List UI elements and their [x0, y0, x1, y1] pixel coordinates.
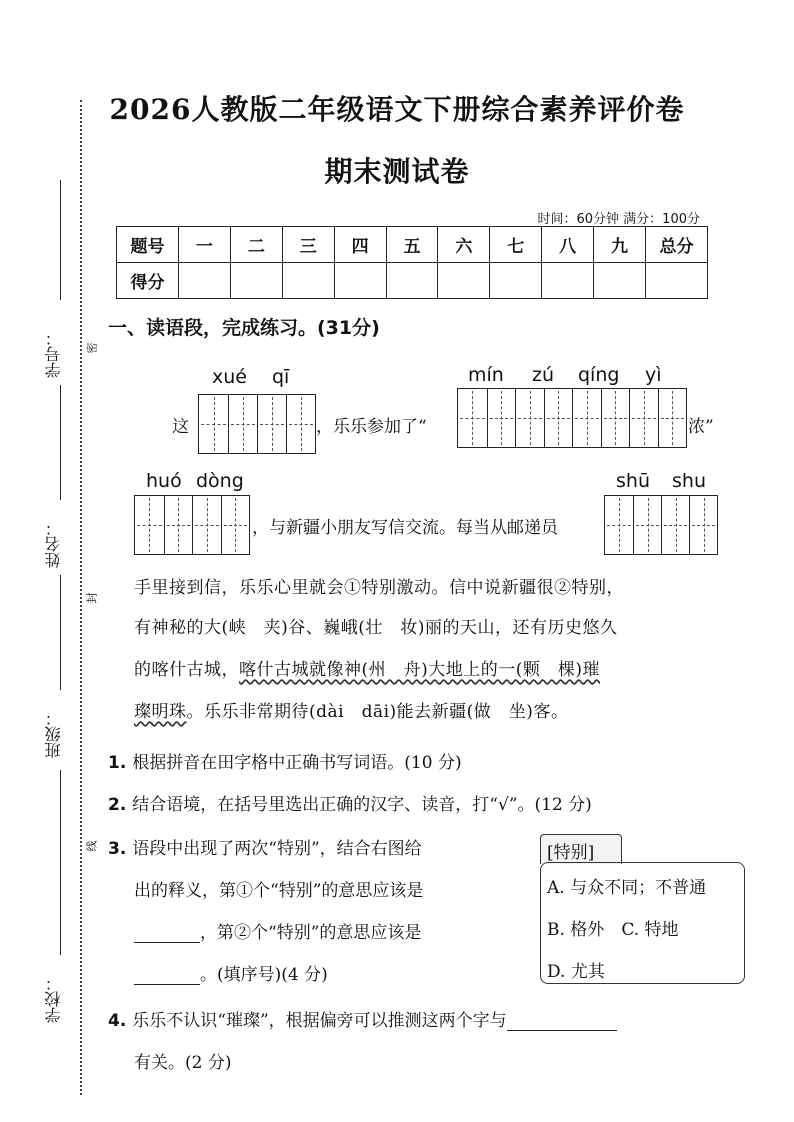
passage-line-4: [134, 697, 568, 722]
page-title: 2026人教版二年级语文下册综合素养评价卷: [109, 93, 685, 126]
score-table-score-row: [117, 263, 708, 299]
tianzige-shushu[interactable]: [604, 495, 718, 555]
answer-blank[interactable]: [134, 925, 200, 943]
question-text: 乐乐不认识“璀璨”，根据偏旁可以推测这两个字与: [132, 1011, 507, 1031]
score-cell[interactable]: [490, 263, 542, 299]
tianzige-cell[interactable]: [199, 395, 228, 453]
question-text: 结合语境，在括号里选出正确的汉字、读音，打“√”。(12 分): [132, 795, 592, 815]
score-cell[interactable]: [438, 263, 490, 299]
score-cell[interactable]: [542, 263, 594, 299]
passage-wavy-sentence: 喀什古城就像神(州 舟)大地上的一(颗 棵)璀: [239, 660, 601, 680]
header-cell: 九: [594, 227, 646, 263]
tianzige-cell[interactable]: [633, 496, 661, 554]
score-cell[interactable]: [594, 263, 646, 299]
pinyin-xue: xué: [212, 366, 247, 388]
id-number-label: 学号：: [44, 330, 63, 378]
answer-blank[interactable]: [507, 1013, 617, 1031]
seal-char-mi: 密: [85, 342, 99, 354]
tianzige-cell[interactable]: [544, 389, 573, 447]
text-xiexin: ，与新疆小朋友写信交流。每当从邮递员: [252, 518, 558, 538]
tianzige-cell[interactable]: [228, 395, 257, 453]
pinyin-qing: qíng: [578, 364, 620, 386]
header-cell: 五: [386, 227, 438, 263]
pinyin-shu2: shu: [672, 470, 706, 492]
question-text: 根据拼音在田字格中正确书写词语。(10 分): [132, 753, 462, 773]
passage-wavy-end: 璨明珠: [134, 702, 187, 722]
tianzige-cell[interactable]: [689, 496, 717, 554]
score-cell[interactable]: [179, 263, 231, 299]
question-3-line-4: [134, 960, 328, 985]
question-4: [108, 1006, 617, 1031]
score-table: [116, 226, 708, 299]
header-cell: 六: [438, 227, 490, 263]
pinyin-qi: qī: [272, 366, 290, 388]
answer-blank[interactable]: [134, 967, 200, 985]
definition-c: C. 特地: [621, 920, 679, 940]
score-table-header-row: [117, 227, 708, 263]
question-4-line-2: 有关。(2 分): [134, 1053, 232, 1073]
text-nong: 浓”: [688, 417, 714, 437]
score-cell[interactable]: [334, 263, 386, 299]
header-cell: 八: [542, 227, 594, 263]
id-number-line: [60, 180, 61, 300]
tianzige-cell[interactable]: [515, 389, 544, 447]
question-text: ，第②个“特别”的意思应该是: [200, 923, 422, 943]
question-1: [108, 748, 462, 773]
score-cell[interactable]: [282, 263, 334, 299]
tianzige-cell[interactable]: [605, 496, 633, 554]
pinyin-huo: huó: [146, 470, 182, 492]
passage-line-1: 手里接到信，乐乐心里就会①特别激动。信中说新疆很②特别，: [134, 578, 624, 598]
pinyin-dong: dòng: [196, 470, 244, 492]
score-cell[interactable]: [230, 263, 282, 299]
header-cell: 二: [230, 227, 282, 263]
question-number: 1.: [108, 753, 127, 773]
seal-char-feng: 封: [85, 592, 99, 604]
question-text: 语段中出现了两次“特别”，结合右图给: [132, 839, 422, 859]
tianzige-cell[interactable]: [257, 395, 286, 453]
seal-dotted-line: [80, 100, 82, 1095]
tianzige-cell[interactable]: [286, 395, 315, 453]
school-label: 学校：: [44, 975, 63, 1023]
definition-bc: [547, 909, 738, 951]
passage-line-3: [134, 655, 600, 680]
passage-line-4b: 。乐乐非常期待(dài dāi)能去新疆(做 坐)客。: [186, 702, 569, 722]
pinyin-min: mín: [468, 364, 504, 386]
name-line: [60, 385, 61, 500]
question-number: 2.: [108, 795, 127, 815]
question-number: 3.: [108, 839, 127, 859]
pinyin-zu: zú: [532, 364, 555, 386]
tianzige-cell[interactable]: [221, 496, 250, 554]
dictionary-label: [特别]: [540, 834, 622, 864]
tianzige-cell[interactable]: [458, 389, 487, 447]
time-score-info: 时间：60分钟 满分：100分: [537, 212, 700, 227]
header-cell: 四: [334, 227, 386, 263]
tianzige-cell[interactable]: [658, 389, 687, 447]
header-cell: 总分: [646, 227, 708, 263]
section-heading: 一、读语段，完成练习。(31分): [108, 317, 380, 339]
row-label: 得分: [117, 263, 179, 299]
score-cell[interactable]: [386, 263, 438, 299]
tianzige-cell[interactable]: [572, 389, 601, 447]
tianzige-xueqi[interactable]: [198, 394, 316, 454]
passage-line-2: 有神秘的大(峡 夹)谷、巍峨(壮 妆)丽的天山，还有历史悠久: [134, 618, 618, 638]
tianzige-cell[interactable]: [135, 496, 164, 554]
tianzige-cell[interactable]: [661, 496, 689, 554]
name-label: 姓名：: [44, 520, 63, 568]
header-cell: 题号: [117, 227, 179, 263]
question-3-line-3: [134, 918, 421, 943]
seal-char-xian: 线: [85, 840, 99, 852]
definition-b: B. 格外: [547, 920, 605, 940]
tianzige-cell[interactable]: [601, 389, 630, 447]
passage-line-3a: 的喀什古城，: [134, 660, 239, 680]
tianzige-huodong[interactable]: [134, 495, 250, 555]
dictionary-box: [540, 862, 745, 984]
page-subtitle: 期末测试卷: [324, 155, 470, 188]
question-3: [108, 834, 422, 859]
text-zhe: 这: [172, 417, 189, 437]
class-line: [60, 575, 61, 690]
question-2: [108, 790, 592, 815]
question-text: 。(填序号)(4 分): [200, 965, 328, 985]
tianzige-cell[interactable]: [487, 389, 516, 447]
tianzige-cell[interactable]: [164, 496, 193, 554]
question-3-line-2: 出的释义，第①个“特别”的意思应该是: [134, 881, 424, 901]
tianzige-minzuqingyi[interactable]: [457, 388, 687, 448]
header-cell: 七: [490, 227, 542, 263]
header-cell: 一: [179, 227, 231, 263]
pinyin-shu1: shū: [616, 470, 650, 492]
tianzige-cell[interactable]: [192, 496, 221, 554]
definition-d: D. 尤其: [547, 962, 605, 982]
class-label: 班级：: [44, 710, 63, 758]
text-canjia: ，乐乐参加了“: [316, 417, 427, 437]
pinyin-yi: yì: [645, 364, 662, 386]
tianzige-cell[interactable]: [629, 389, 658, 447]
question-number: 4.: [108, 1011, 127, 1031]
header-cell: 三: [282, 227, 334, 263]
school-line: [60, 770, 61, 955]
definition-a: A. 与众不同；不普通: [547, 878, 707, 898]
score-cell[interactable]: [646, 263, 708, 299]
